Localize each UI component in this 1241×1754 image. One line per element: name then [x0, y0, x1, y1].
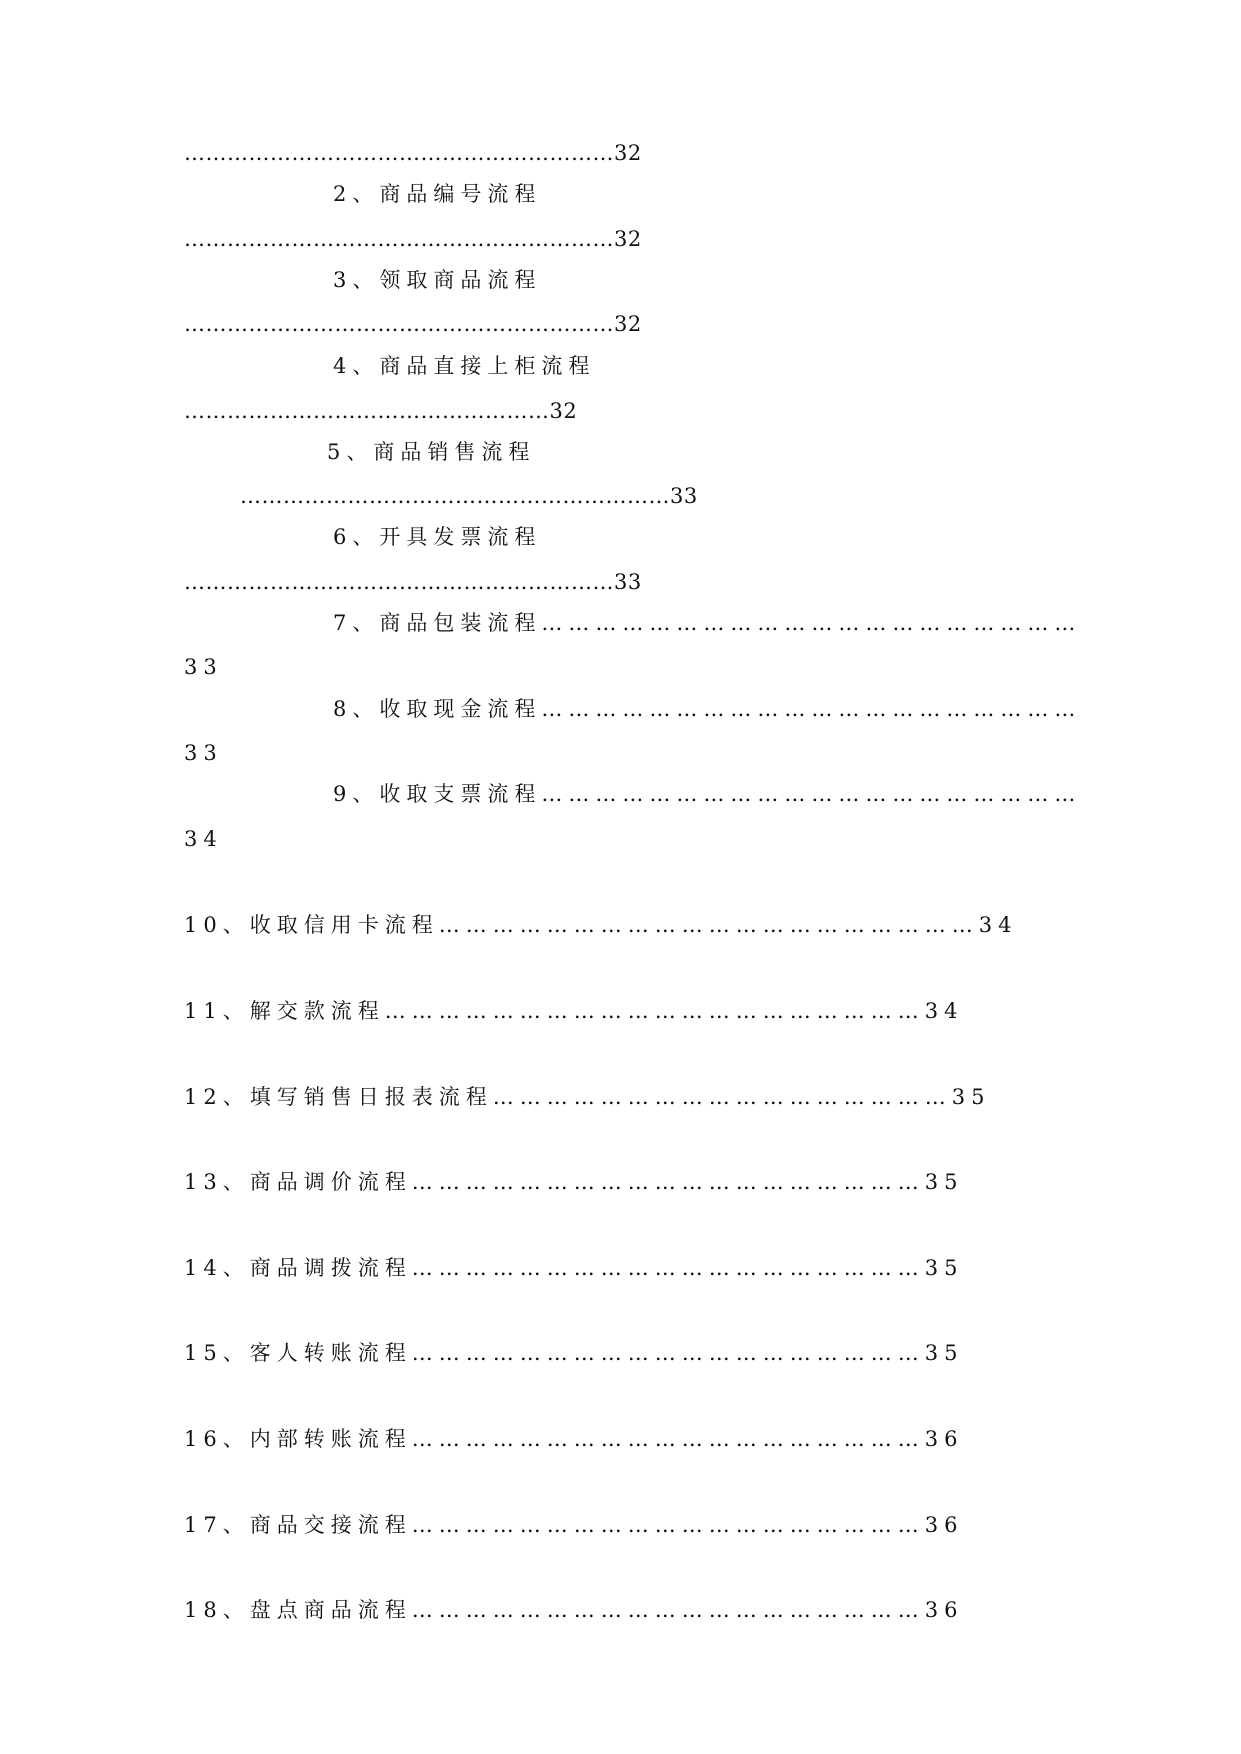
toc-entry: 14、商品调拨流程…………………………………………………35 [184, 1256, 964, 1280]
toc-entry: 18、盘点商品流程…………………………………………………36 [184, 1598, 964, 1622]
toc-entry: 16、内部转账流程…………………………………………………36 [184, 1427, 964, 1451]
toc-page-number: 33 [184, 741, 223, 765]
toc-entry: 5、商品销售流程 [327, 440, 536, 464]
toc-entry: 2、商品编号流程 [333, 182, 542, 206]
toc-page-number: 34 [184, 827, 223, 851]
toc-entry: 13、商品调价流程…………………………………………………35 [184, 1170, 964, 1194]
toc-entry: 11、解交款流程……………………………………………………34 [184, 999, 964, 1023]
toc-leader-line: ……………………………………………………32 [184, 141, 642, 165]
toc-leader-line: ……………………………………………32 [184, 399, 578, 423]
toc-entry: 4、商品直接上柜流程 [333, 354, 596, 378]
toc-leader-line: ……………………………………………………33 [184, 570, 642, 594]
toc-leader-line: ……………………………………………………32 [184, 227, 642, 251]
toc-entry: 12、填写销售日报表流程……………………………………………35 [184, 1085, 991, 1109]
toc-entry: 10、收取信用卡流程……………………………………………………34 [184, 913, 1018, 937]
toc-entry: 6、开具发票流程 [333, 525, 542, 549]
toc-entry: 9、收取支票流程…………………………………………………… [333, 782, 1082, 806]
toc-leader-line: ……………………………………………………32 [184, 312, 642, 336]
toc-entry: 15、客人转账流程…………………………………………………35 [184, 1341, 964, 1365]
toc-entry: 7、商品包装流程…………………………………………………… [333, 611, 1082, 635]
toc-entry: 17、商品交接流程…………………………………………………36 [184, 1513, 964, 1537]
toc-leader-line: ……………………………………………………33 [240, 484, 698, 508]
toc-entry: 3、领取商品流程 [333, 268, 542, 292]
toc-page-number: 33 [184, 655, 223, 679]
toc-entry: 8、收取现金流程…………………………………………………… [333, 697, 1082, 721]
